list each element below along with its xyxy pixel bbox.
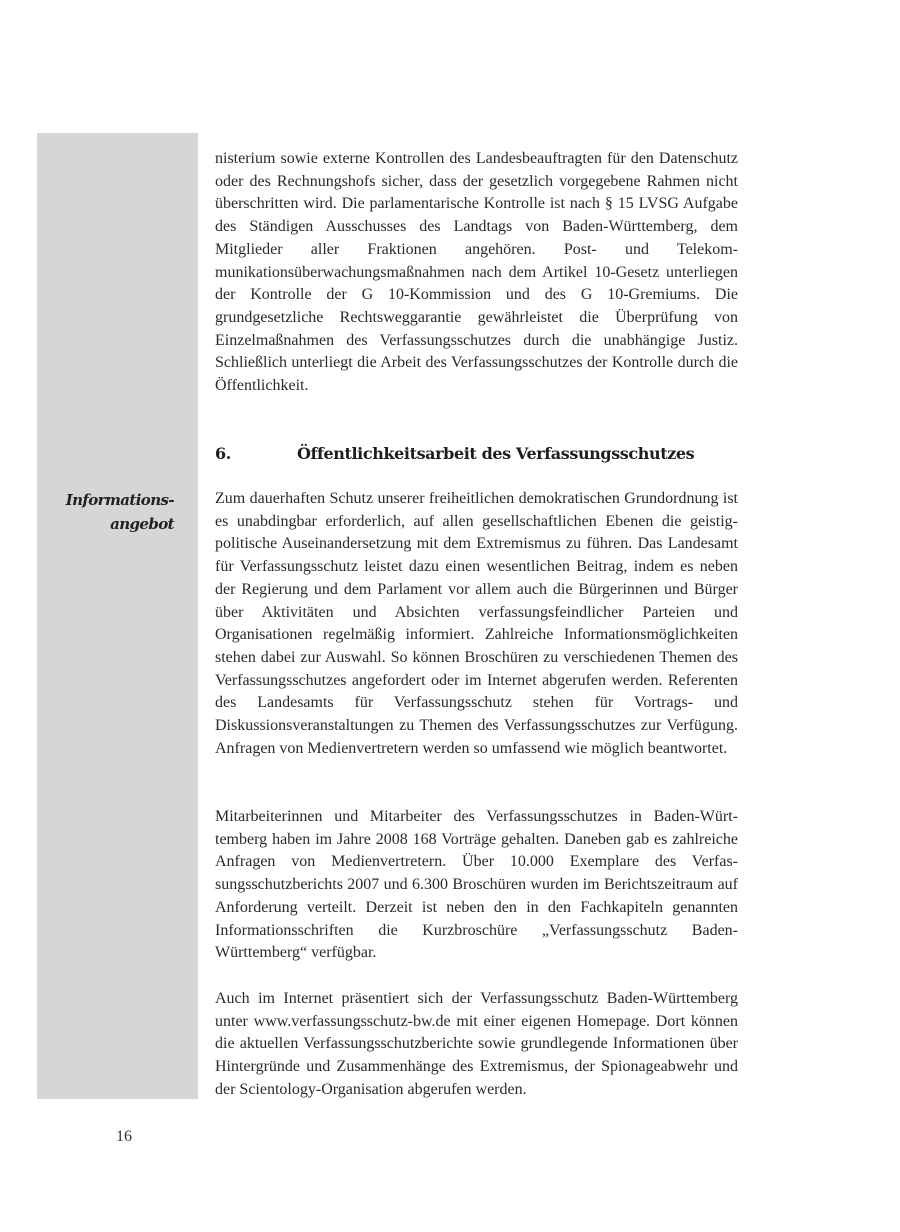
paragraph-control (215, 148, 738, 398)
margin-note-line-2: angebot (110, 515, 174, 533)
section-heading (215, 442, 775, 466)
margin-column (37, 133, 198, 1099)
page-number: 16 (116, 1128, 132, 1145)
paragraph-internet (215, 988, 738, 1102)
paragraph-text: Auch im Internet präsentiert sich der Verfassungsschutz Baden-Württemberg unter www.verfassungsschutz-bw.de mit einer eigenen Homepage. Dort können die aktuellen Verfassungsschutzberichte sowie grundlegende Informationen über Hintergründe und Zusammenhänge des Extremismus, der Spionageabwehr und der Scientology-Organisation abgerufen werden. (215, 990, 738, 1098)
paragraph-information-offer (215, 488, 738, 760)
section-title: Öffentlichkeitsarbeit des Verfassungsschutzes (297, 444, 695, 463)
section-number: 6. (215, 444, 231, 463)
paragraph-text: Zum dauerhaften Schutz unserer freiheitlichen demokratischen Grundordnung ist es unabdingbar erforderlich, auf allen gesellschaftlichen Ebenen die geistig-politische Auseinandersetzung mit dem Extremismus zu führen. Das Landesamt für Verfassungsschutz leistet dazu einen wesentlichen Beitrag, indem es neben der Regierung und dem Parlament vor allem auch die Bürgerinnen und Bürger über Aktivitäten und Absichten verfassungsfeindlicher Parteien und Organisationen regelmäßig informiert. Zahlreiche Informationsmöglichkeiten stehen dabei zur Auswahl. So können Broschüren zu verschiedenen Themen des Verfassungsschutzes angefordert oder im Internet abgerufen werden. Referenten des Landesamts für Verfassungsschutz stehen für Vortrags- und Diskussionsveranstaltungen zu Themen des Verfassungsschutzes zur Verfügung. Anfragen von Medienvertretern werden so umfassend wie möglich beantwortet. (215, 490, 738, 757)
paragraph-text: nisterium sowie externe Kontrollen des Landesbeauftragten für den Datenschutz oder des Rechnungshofs sicher, dass der gesetzlich vorgegebene Rahmen nicht überschritten wird. Die parlamentarische Kontrolle ist nach § 15 LVSG Aufgabe des Ständigen Ausschusses des Landtags von Baden-Württemberg, dem Mitglieder aller Fraktionen angehören. Post- und Telekommunikationsüberwachungsmaßnahmen nach dem Artikel 10-Gesetz unterliegen der Kontrolle der G 10-Kommission und des G 10-Gremiums. Die grundgesetzliche Rechtsweggarantie gewährleistet die Überprüfung von Einzelmaßnahmen des Verfassungsschutzes durch die unabhängige Justiz. Schließlich unterliegt die Arbeit des Verfassungsschutzes der Kontrolle durch die Öffentlichkeit. (215, 150, 738, 395)
paragraph-text: Mitarbeiterinnen und Mitarbeiter des Verfassungsschutzes in Baden-Württemberg haben im Jahre 2008 168 Vorträge gehalten. Daneben gab es zahlreiche Anfragen von Medienvertretern. Über 10.000 Exemplare des Verfassungsschutzberichts 2007 und 6.300 Broschüren wurden im Berichtszeitraum auf Anforderung verteilt. Derzeit ist neben den in den Fachkapiteln genannten Informationsschriften die Kurzbroschüre „Verfassungsschutz Baden-Württemberg“ verfügbar. (215, 808, 738, 962)
margin-note-line-1: Informations- (65, 491, 174, 509)
margin-note (60, 488, 174, 536)
paragraph-lectures (215, 806, 738, 965)
